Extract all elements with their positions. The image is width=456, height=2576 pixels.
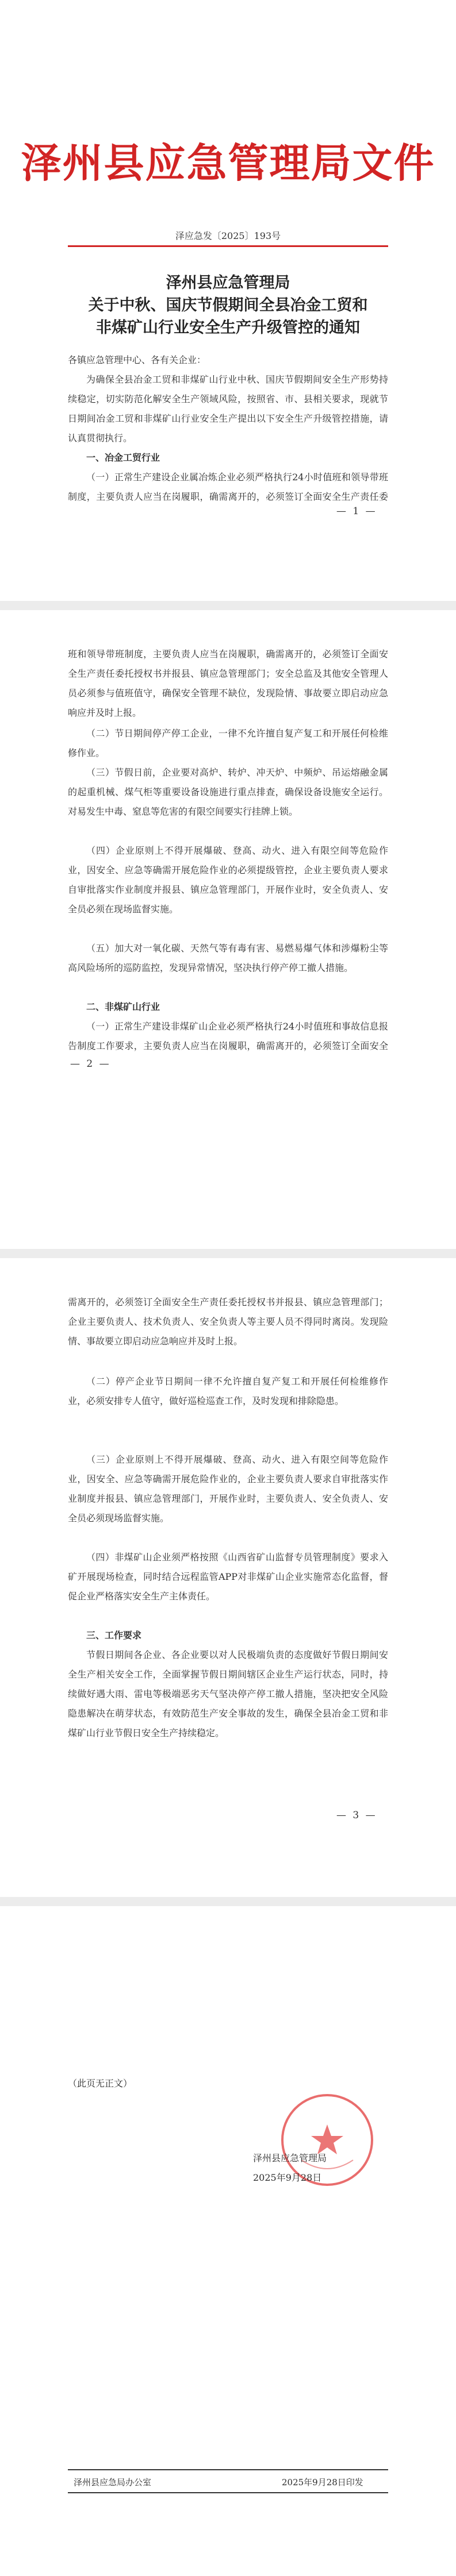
document-number: 泽应急发〔2025〕193号 (175, 230, 281, 241)
footer-print-date: 2025年9月28日印发 (282, 2477, 363, 2488)
page-4 (0, 1906, 456, 2576)
measure-1-start: （一）正常生产建设企业属冶炼企业必须严格执行24小时值班和领导带班制度，主要负责人应当在岗履职，确需离开的，必须签订全面安全生产责任委 (68, 472, 388, 502)
measure-3: （三）节假日前，企业要对高炉、转炉、冲天炉、中频炉、吊运熔融金属的起重机械、煤气柜等重要设备设施进行重点排查，确保设备设施安全运行。对易发生中毒、窒息等危害的有限空间要实行挂牌上锁。 (68, 767, 388, 817)
nonmetal-measure-1-continued: 需离开的，必须签订全面安全生产责任委托授权书并报县、镇应急管理部门；企业主要负责人、技术负责人、安全负责人等主要人员不得同时离岗。发现险情、事故要立即启动应急响应并及时上报。 (68, 1297, 388, 1347)
intro-paragraph: 为确保全县冶金工贸和非煤矿山行业中秋、国庆节假期间安全生产形势持续稳定，切实防范化解安全生产领域风险，按照省、市、县相关要求，现就节日期间冶金工贸和非煤矿山行业安全生产提出以下安全生产升级管控措施，请认真贯彻执行。 (68, 374, 388, 444)
document-header-title: 泽州县应急管理局文件 (21, 139, 435, 187)
nonmetal-measure-3: （三）企业原则上不得开展爆破、登高、动火、进入有限空间等危险作业，因安全、应急等确需开展危险作业的，企业主要负责人要求自审批落实作业制度并报县、镇应急管理部门，开展作业时，主要负责人、安全负责人、安全员必须现场监督实施。 (68, 1454, 388, 1524)
signature-date: 2025年9月28日 (253, 2172, 322, 2183)
page-number-3: — 3 — (336, 1810, 377, 1821)
page-1 (0, 0, 456, 601)
nonmetal-measure-4: （四）非煤矿山企业须严格按照《山西省矿山监督专员管理制度》要求入矿开展现场检查，同时结合远程监管APP对非煤矿山企业实施常态化监督，督促企业严格落实安全生产主体责任。 (68, 1552, 388, 1602)
subject-line-2: 关于中秋、国庆节假期间全县冶金工贸和 (88, 296, 368, 314)
signature-organization: 泽州县应急管理局 (253, 2153, 327, 2164)
measure-2: （二）节日期间停产停工企业，一律不允许擅自复产复工和开展任何检维修作业。 (68, 728, 388, 758)
measure-1-continued: 班和领导带班制度，主要负责人应当在岗履职，确需离开的，必须签订全面安全生产责任委托授权书并报县、镇应急管理部门；安全总监及其他安全管理人员必须参与值班值守，确保安全管理不缺位，发现险情、事故要立即启动应急响应并及时上报。 (68, 649, 388, 718)
section-heading-2: 二、非煤矿山行业 (86, 1001, 160, 1012)
no-body-note: （此页无正文） (68, 2078, 133, 2089)
footer-bottom-rule (68, 2492, 388, 2493)
work-requirements: 节假日期间各企业、各企业要以对人民极端负责的态度做好节假日期间安全生产相关安全工作，全面掌握节假日期间辖区企业生产运行状态，同时，持续做好遇大雨、雷电等极端恶劣天气坚决停产停工撤人措施，坚决把安全风险隐患解决在萌芽状态，有效防范生产安全事故的发生，确保全县冶金工贸和非煤矿山行业节假日安全生产持续稳定。 (68, 1649, 388, 1738)
subject-line-3: 非煤矿山行业安全生产升级管控的通知 (96, 319, 360, 337)
page-number-1: — 1 — (336, 506, 377, 517)
nonmetal-measure-1-start: （一）正常生产建设非煤矿山企业必须严格执行24小时值班和事故信息报告制度工作要求，主要负责人应当在岗履职，确需离开的，必须签订全面安全 (68, 1021, 388, 1051)
measure-4: （四）企业原则上不得开展爆破、登高、动火、进入有限空间等危险作业，因安全、应急等确需开展危险作业的必须提级管控，企业主要负责人要求自审批落实作业制度并报县、镇应急管理部门，开展作业时，安全负责人、安全员必须在现场监督实施。 (68, 845, 388, 915)
measure-5: （五）加大对一氧化碳、天然气等有毒有害、易燃易爆气体和涉爆粉尘等高风险场所的巡防监控，发现异常情况，坚决执行停产停工撤人措施。 (68, 943, 388, 973)
section-heading-1: 一、冶金工贸行业 (86, 452, 160, 463)
nonmetal-measure-2: （二）停产企业节日期间一律不允许擅自复产复工和开展任何检维修作业，必须安排专人值守，做好巡检巡查工作，及时发现和排除隐患。 (68, 1376, 388, 1406)
red-separator-line (68, 245, 388, 247)
subject-line-1: 泽州县应急管理局 (166, 274, 290, 292)
page-number-2: — 2 — (70, 1058, 111, 1070)
section-heading-3: 三、工作要求 (86, 1630, 142, 1641)
footer-top-rule (68, 2469, 388, 2470)
page-2 (0, 610, 456, 1249)
footer-issuing-office: 泽州县应急局办公室 (74, 2477, 152, 2488)
salutation: 各镇应急管理中心、各有关企业： (68, 354, 206, 365)
page-3 (0, 1258, 456, 1897)
